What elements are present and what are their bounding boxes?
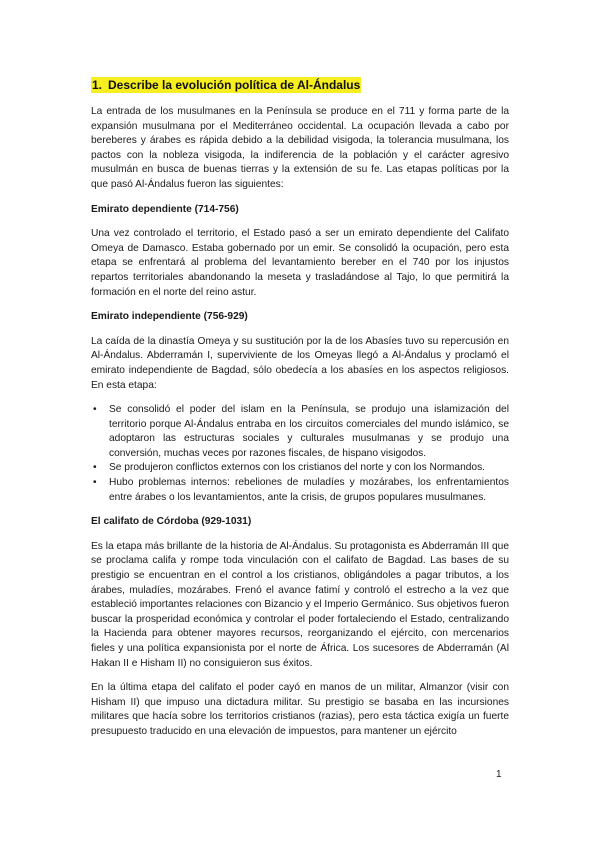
bullet-icon: • [93,477,97,489]
page-title [91,77,361,93]
page-content [91,77,509,750]
list-item [91,403,509,461]
section-heading-emirato-dependiente: Emirato dependiente (714-756) [91,203,239,215]
bullet-icon: • [93,404,97,416]
list-item-text: Se consolidó el poder del islam en la Península, se produjo una islamización del territorio porque Al-Ándalus entraba en los circuitos comerciales del mundo islámico, se adoptaron las estructuras sociales y culturales musulmanas y se produjo una conversión, muchas veces por razones fiscales, de hispano visigodos. [109,404,509,459]
section-paragraph-emirato-dependiente: Una vez controlado el territorio, el Estado pasó a ser un emirato dependiente del Califato Omeya de Damasco. Estaba gobernado por un emir. Se consolidó la ocupación, pero esta etapa se enfrentará al problema del levantamiento bereber en el 740 por los injustos repartos territoriales abandonando la meseta y trasladándose al Tajo, lo que permitirá la formación en el norte del reino astur. [91,228,509,298]
section-paragraph-califato-2: En la última etapa del califato el poder cayó en manos de un militar, Almanzor (visir con Hisham II) que impuso una dictadura militar. Su prestigio se basaba en las incursiones militares que hacía sobre los territorios cristianos (razias), pero esta táctica exigía un fuerte presupuesto traducido en una elevación de impuestos, para mantener un ejército [91,682,509,737]
list-item-text: Se produjeron conflictos externos con los cristianos del norte y con los Normandos. [109,462,485,474]
bullet-icon: • [93,462,97,474]
section-paragraph-emirato-independiente: La caída de la dinastía Omeya y su sustitución por la de los Abasíes tuvo su repercusión en Al-Ándalus. Abderramán I, superviviente de los Omeyas llegó a Al-Ándalus y proclamó el emirato independiente de Bagdad, sólo obedecía a los abasíes en los aspectos religiosos. En esta etapa: [91,335,509,391]
page-number: 1 [496,769,502,780]
list-item [91,461,509,476]
list-item [91,476,509,505]
title-text: Describe la evolución política de Al-Ándalus [108,78,361,92]
title-number: 1. [92,78,103,92]
intro-paragraph: La entrada de los musulmanes en la Península se produce en el 711 y forma parte de la expansión musulmana por el Mediterráneo occidental. La ocupación llevada a cabo por bereberes y árabes es rápida debido a la debilidad visigoda, la tolerancia musulmana, los pactos con la nobleza visigoda, la indiferencia de la población y el carácter agresivo musulmán en busca de buenas tierras y la extensión de su fe. Las etapas políticas por la que pasó Al-Ándalus fueron las siguientes: [91,106,509,190]
section-heading-emirato-independiente: Emirato independiente (756-929) [91,311,248,323]
section-heading-califato-cordoba: El califato de Córdoba (929-1031) [91,516,252,528]
bullet-list [91,403,509,505]
section-paragraph-califato-1: Es la etapa más brillante de la historia de Al-Ándalus. Su protagonista es Abderramán III que se proclama califa y rompe toda vinculación con el califato de Bagdad. Las bases de su prestigio se encuentran en el control a los cristianos, obligándoles a pagar tributos, a los árabes, muladíes, mozárabes. Frenó el avance fatimí y controló el estrecho a la vez que estableció importantes relaciones con Bizancio y el Imperio Germánico. Sus objetivos fueron buscar la prosperidad económica y controlar el poder fortaleciendo el Estado, centralizando la Hacienda para obtener mayores recursos, reorganizando el ejército, con mercenarios fieles y una política expansionista por el norte de África. Los sucesores de Abderramán (Al Hakan II e Hisham II) no consiguieron sus éxitos. [91,540,509,669]
list-item-text: Hubo problemas internos: rebeliones de muladíes y mozárabes, los enfrentamientos entre árabes o los levantamientos, ante la crisis, de grupos populares musulmanes. [109,477,509,503]
